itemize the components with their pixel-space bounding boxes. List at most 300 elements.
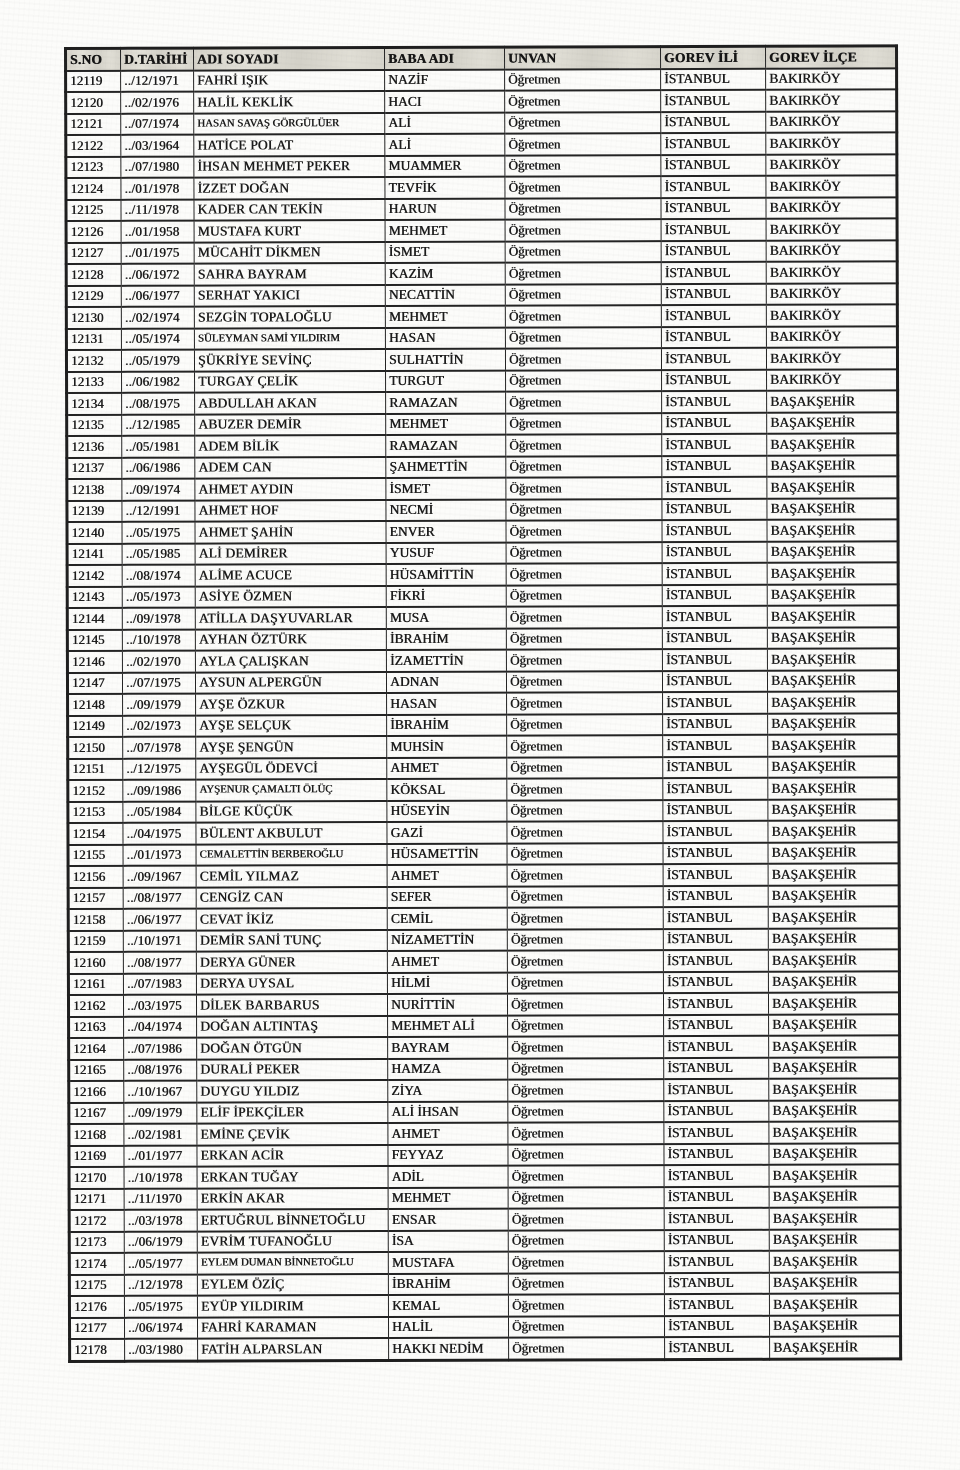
cell-dtarihi: ../07/1978 bbox=[123, 737, 196, 759]
cell-adi-soyadi: ERKAN ACİR bbox=[197, 1144, 388, 1166]
cell-gorev-ili: İSTANBUL bbox=[662, 670, 767, 692]
table-row bbox=[67, 541, 898, 565]
cell-adi-soyadi: DUYGU YILDIZ bbox=[197, 1080, 388, 1102]
cell-dtarihi: ../08/1977 bbox=[123, 887, 196, 909]
cell-gorev-ilce: BAŞAKŞEHİR bbox=[769, 1186, 900, 1208]
cell-unvan: Öğretmen bbox=[508, 1208, 664, 1230]
cell-dtarihi: ../05/1981 bbox=[122, 436, 195, 458]
table-row bbox=[66, 326, 897, 350]
cell-sno: 12129 bbox=[66, 285, 121, 307]
cell-sno: 12177 bbox=[69, 1317, 124, 1339]
cell-dtarihi: ../06/1974 bbox=[124, 1317, 197, 1339]
cell-gorev-ilce: BAŞAKŞEHİR bbox=[767, 476, 898, 498]
cell-adi-soyadi: AYHAN ÖZTÜRK bbox=[195, 628, 386, 650]
cell-sno: 12121 bbox=[66, 113, 121, 135]
cell-gorev-ilce: BAKIRKÖY bbox=[766, 304, 897, 326]
cell-unvan: Öğretmen bbox=[505, 327, 661, 349]
cell-dtarihi: ../03/1975 bbox=[123, 995, 196, 1017]
cell-baba-adi: ALİ bbox=[385, 112, 505, 134]
cell-dtarihi: ../06/1986 bbox=[122, 457, 195, 479]
cell-dtarihi: ../12/1971 bbox=[121, 70, 194, 92]
cell-baba-adi: AHMET bbox=[387, 865, 507, 887]
cell-baba-adi: BAYRAM bbox=[388, 1037, 508, 1059]
cell-unvan: Öğretmen bbox=[506, 520, 662, 542]
cell-adi-soyadi: BÜLENT AKBULUT bbox=[196, 822, 387, 844]
cell-gorev-ili: İSTANBUL bbox=[663, 971, 768, 993]
cell-unvan: Öğretmen bbox=[507, 692, 663, 714]
cell-unvan: Öğretmen bbox=[508, 1079, 664, 1101]
cell-gorev-ilce: BAKIRKÖY bbox=[766, 240, 897, 262]
table-row bbox=[69, 1250, 900, 1274]
cell-baba-adi: ENVER bbox=[386, 521, 506, 543]
cell-unvan: Öğretmen bbox=[507, 864, 663, 886]
column-header-gorev-ili: GOREV İLİ bbox=[661, 46, 766, 68]
cell-adi-soyadi: CEVAT İKİZ bbox=[196, 908, 387, 930]
cell-gorev-ilce: BAŞAKŞEHİR bbox=[768, 842, 899, 864]
table-row bbox=[68, 885, 899, 909]
cell-adi-soyadi: HASAN SAVAŞ GÖRGÜLÜER bbox=[194, 112, 385, 134]
cell-gorev-ilce: BAŞAKŞEHİR bbox=[768, 777, 899, 799]
cell-dtarihi: ../10/1971 bbox=[123, 930, 196, 952]
cell-dtarihi: ../06/1977 bbox=[123, 909, 196, 931]
cell-adi-soyadi: SEZGİN TOPALOĞLU bbox=[194, 306, 385, 328]
cell-unvan: Öğretmen bbox=[506, 477, 662, 499]
cell-gorev-ilce: BAŞAKŞEHİR bbox=[768, 713, 899, 735]
cell-dtarihi: ../05/1977 bbox=[124, 1253, 197, 1275]
cell-dtarihi: ../08/1974 bbox=[122, 565, 195, 587]
cell-gorev-ilce: BAŞAKŞEHİR bbox=[769, 1035, 900, 1057]
cell-gorev-ili: İSTANBUL bbox=[662, 498, 767, 520]
cell-unvan: Öğretmen bbox=[506, 370, 662, 392]
cell-unvan: Öğretmen bbox=[508, 1015, 664, 1037]
cell-gorev-ili: İSTANBUL bbox=[664, 1229, 769, 1251]
cell-unvan: Öğretmen bbox=[508, 1316, 664, 1338]
table-row bbox=[67, 498, 898, 522]
table-row bbox=[66, 261, 897, 285]
table-row bbox=[67, 584, 898, 608]
cell-adi-soyadi: DERYA GÜNER bbox=[196, 951, 387, 973]
cell-dtarihi: ../02/1981 bbox=[124, 1124, 197, 1146]
cell-unvan: Öğretmen bbox=[507, 800, 663, 822]
cell-sno: 12122 bbox=[66, 135, 121, 157]
cell-unvan: Öğretmen bbox=[507, 714, 663, 736]
cell-adi-soyadi: SAHRA BAYRAM bbox=[194, 263, 385, 285]
cell-gorev-ilce: BAŞAKŞEHİR bbox=[768, 906, 899, 928]
cell-sno: 12176 bbox=[69, 1296, 124, 1318]
cell-unvan: Öğretmen bbox=[507, 757, 663, 779]
cell-dtarihi: ../01/1978 bbox=[121, 178, 194, 200]
cell-gorev-ilce: BAŞAKŞEHİR bbox=[767, 498, 898, 520]
cell-baba-adi: KAZİM bbox=[385, 263, 505, 285]
cell-gorev-ilce: BAKIRKÖY bbox=[766, 218, 897, 240]
cell-gorev-ili: İSTANBUL bbox=[664, 1122, 769, 1144]
table-row bbox=[68, 777, 899, 801]
cell-adi-soyadi: AYŞE SELÇUK bbox=[196, 714, 387, 736]
cell-gorev-ilce: BAŞAKŞEHİR bbox=[769, 1164, 900, 1186]
cell-adi-soyadi: KADER CAN TEKİN bbox=[194, 198, 385, 220]
cell-adi-soyadi: MÜCAHİT DİKMEN bbox=[194, 241, 385, 263]
cell-baba-adi: ALİ İHSAN bbox=[388, 1101, 508, 1123]
table-row bbox=[66, 132, 897, 156]
cell-dtarihi: ../10/1967 bbox=[124, 1081, 197, 1103]
cell-adi-soyadi: AHMET ŞAHİN bbox=[195, 521, 386, 543]
cell-unvan: Öğretmen bbox=[505, 155, 661, 177]
cell-gorev-ili: İSTANBUL bbox=[664, 1014, 769, 1036]
cell-adi-soyadi: EMİNE ÇEVİK bbox=[197, 1123, 388, 1145]
table-row bbox=[66, 111, 897, 135]
cell-adi-soyadi: TURGAY ÇELİK bbox=[195, 370, 386, 392]
cell-unvan: Öğretmen bbox=[507, 972, 663, 994]
cell-baba-adi: ZİYA bbox=[388, 1080, 508, 1102]
cell-dtarihi: ../09/1978 bbox=[122, 608, 195, 630]
cell-baba-adi: MUSTAFA bbox=[388, 1252, 508, 1274]
table-row bbox=[69, 1078, 900, 1102]
cell-baba-adi: HALİL bbox=[388, 1316, 508, 1338]
cell-gorev-ili: İSTANBUL bbox=[665, 1337, 770, 1359]
cell-adi-soyadi: ERKAN TUĞAY bbox=[197, 1166, 388, 1188]
cell-adi-soyadi: ABDULLAH AKAN bbox=[195, 392, 386, 414]
cell-unvan: Öğretmen bbox=[506, 606, 662, 628]
cell-dtarihi: ../05/1984 bbox=[123, 801, 196, 823]
cell-sno: 12125 bbox=[66, 199, 121, 221]
cell-dtarihi: ../08/1975 bbox=[122, 393, 195, 415]
table-row bbox=[69, 1121, 900, 1145]
cell-sno: 12153 bbox=[68, 801, 123, 823]
table-row bbox=[69, 1100, 900, 1124]
cell-baba-adi: MEHMET bbox=[385, 306, 505, 328]
cell-baba-adi: ADİL bbox=[388, 1166, 508, 1188]
cell-gorev-ili: İSTANBUL bbox=[661, 197, 766, 219]
cell-sno: 12175 bbox=[69, 1274, 124, 1296]
cell-baba-adi: NİZAMETTİN bbox=[387, 929, 507, 951]
cell-sno: 12152 bbox=[68, 780, 123, 802]
cell-gorev-ili: İSTANBUL bbox=[661, 348, 766, 370]
cell-sno: 12165 bbox=[69, 1059, 124, 1081]
table-row bbox=[68, 799, 899, 823]
cell-sno: 12178 bbox=[70, 1339, 125, 1361]
cell-dtarihi: ../03/1978 bbox=[124, 1210, 197, 1232]
cell-dtarihi: ../08/1977 bbox=[123, 952, 196, 974]
cell-gorev-ilce: BAŞAKŞEHİR bbox=[768, 992, 899, 1014]
cell-dtarihi: ../02/1974 bbox=[121, 307, 194, 329]
cell-adi-soyadi: İHSAN MEHMET PEKER bbox=[194, 155, 385, 177]
table-row bbox=[67, 433, 898, 457]
cell-gorev-ili: İSTANBUL bbox=[661, 111, 766, 133]
cell-baba-adi: HÜSAMETTİN bbox=[387, 843, 507, 865]
cell-baba-adi: AHMET bbox=[387, 757, 507, 779]
cell-gorev-ilce: BAŞAKŞEHİR bbox=[769, 1207, 900, 1229]
cell-adi-soyadi: ALİ DEMİRER bbox=[195, 542, 386, 564]
table-row bbox=[66, 68, 897, 92]
cell-baba-adi: MUAMMER bbox=[385, 155, 505, 177]
cell-gorev-ili: İSTANBUL bbox=[663, 993, 768, 1015]
cell-unvan: Öğretmen bbox=[506, 456, 662, 478]
cell-gorev-ili: İSTANBUL bbox=[661, 240, 766, 262]
cell-baba-adi: GAZİ bbox=[387, 822, 507, 844]
cell-adi-soyadi: ERTUĞRUL BİNNETOĞLU bbox=[197, 1209, 388, 1231]
table-row bbox=[69, 1143, 900, 1167]
cell-gorev-ili: İSTANBUL bbox=[664, 1272, 769, 1294]
cell-gorev-ili: İSTANBUL bbox=[662, 477, 767, 499]
cell-unvan: Öğretmen bbox=[508, 1294, 664, 1316]
cell-unvan: Öğretmen bbox=[507, 886, 663, 908]
cell-unvan: Öğretmen bbox=[505, 133, 661, 155]
cell-adi-soyadi: DOĞAN ALTINTAŞ bbox=[197, 1015, 388, 1037]
cell-gorev-ili: İSTANBUL bbox=[664, 1251, 769, 1273]
table-row bbox=[67, 670, 898, 694]
cell-gorev-ili: İSTANBUL bbox=[661, 305, 766, 327]
cell-gorev-ili: İSTANBUL bbox=[664, 1100, 769, 1122]
table-row bbox=[69, 1014, 900, 1038]
cell-baba-adi: TEVFİK bbox=[385, 177, 505, 199]
column-header-sno: S.NO bbox=[66, 48, 121, 70]
table-row bbox=[67, 390, 898, 414]
cell-dtarihi: ../07/1975 bbox=[122, 672, 195, 694]
cell-baba-adi: CEMİL bbox=[387, 908, 507, 930]
cell-gorev-ilce: BAŞAKŞEHİR bbox=[768, 691, 899, 713]
table-row bbox=[68, 863, 899, 887]
cell-sno: 12173 bbox=[69, 1231, 124, 1253]
cell-gorev-ili: İSTANBUL bbox=[664, 1294, 769, 1316]
table-row bbox=[66, 304, 897, 328]
table-row bbox=[67, 605, 898, 629]
cell-baba-adi: RAMAZAN bbox=[386, 435, 506, 457]
cell-baba-adi: YUSUF bbox=[386, 542, 506, 564]
cell-gorev-ilce: BAŞAKŞEHİR bbox=[768, 756, 899, 778]
cell-unvan: Öğretmen bbox=[506, 649, 662, 671]
table-row bbox=[69, 1229, 900, 1253]
cell-gorev-ili: İSTANBUL bbox=[664, 1057, 769, 1079]
cell-sno: 12154 bbox=[68, 823, 123, 845]
cell-gorev-ili: İSTANBUL bbox=[662, 563, 767, 585]
cell-sno: 12135 bbox=[67, 414, 122, 436]
cell-gorev-ili: İSTANBUL bbox=[663, 864, 768, 886]
cell-unvan: Öğretmen bbox=[505, 284, 661, 306]
cell-baba-adi: İSMET bbox=[386, 478, 506, 500]
cell-dtarihi: ../09/1986 bbox=[123, 780, 196, 802]
cell-baba-adi: MEHMET bbox=[386, 413, 506, 435]
cell-dtarihi: ../09/1979 bbox=[123, 694, 196, 716]
cell-sno: 12146 bbox=[67, 651, 122, 673]
cell-sno: 12164 bbox=[69, 1038, 124, 1060]
cell-unvan: Öğretmen bbox=[505, 348, 661, 370]
cell-dtarihi: ../02/1970 bbox=[122, 651, 195, 673]
cell-dtarihi: ../04/1975 bbox=[123, 823, 196, 845]
personnel-roster-table bbox=[64, 44, 902, 1362]
cell-gorev-ilce: BAŞAKŞEHİR bbox=[767, 412, 898, 434]
cell-sno: 12132 bbox=[66, 350, 121, 372]
cell-sno: 12172 bbox=[69, 1210, 124, 1232]
cell-gorev-ili: İSTANBUL bbox=[663, 778, 768, 800]
cell-dtarihi: ../12/1985 bbox=[122, 414, 195, 436]
table-row bbox=[69, 1035, 900, 1059]
cell-sno: 12155 bbox=[68, 844, 123, 866]
cell-baba-adi: SEFER bbox=[387, 886, 507, 908]
cell-baba-adi: NECMİ bbox=[386, 499, 506, 521]
cell-sno: 12167 bbox=[69, 1102, 124, 1124]
cell-gorev-ilce: BAKIRKÖY bbox=[766, 68, 897, 90]
table-row bbox=[68, 713, 899, 737]
cell-unvan: Öğretmen bbox=[507, 950, 663, 972]
cell-sno: 12120 bbox=[66, 92, 121, 114]
cell-gorev-ili: İSTANBUL bbox=[663, 735, 768, 757]
cell-gorev-ilce: BAŞAKŞEHİR bbox=[767, 648, 898, 670]
cell-baba-adi: MEHMET bbox=[385, 220, 505, 242]
cell-dtarihi: ../05/1975 bbox=[124, 1296, 197, 1318]
cell-adi-soyadi: ASİYE ÖZMEN bbox=[195, 585, 386, 607]
cell-unvan: Öğretmen bbox=[506, 413, 662, 435]
cell-gorev-ili: İSTANBUL bbox=[664, 1143, 769, 1165]
cell-gorev-ilce: BAŞAKŞEHİR bbox=[768, 734, 899, 756]
table-row bbox=[68, 842, 899, 866]
cell-baba-adi: HARUN bbox=[385, 198, 505, 220]
cell-sno: 12123 bbox=[66, 156, 121, 178]
cell-gorev-ili: İSTANBUL bbox=[664, 1079, 769, 1101]
cell-gorev-ilce: BAKIRKÖY bbox=[766, 111, 897, 133]
cell-gorev-ilce: BAŞAKŞEHİR bbox=[767, 519, 898, 541]
cell-dtarihi: ../05/1974 bbox=[121, 328, 194, 350]
cell-gorev-ilce: BAŞAKŞEHİR bbox=[769, 1272, 900, 1294]
cell-gorev-ili: İSTANBUL bbox=[662, 455, 767, 477]
cell-gorev-ili: İSTANBUL bbox=[661, 133, 766, 155]
cell-baba-adi: HASAN bbox=[387, 693, 507, 715]
cell-sno: 12141 bbox=[67, 543, 122, 565]
cell-gorev-ili: İSTANBUL bbox=[663, 799, 768, 821]
cell-sno: 12157 bbox=[68, 887, 123, 909]
cell-unvan: Öğretmen bbox=[505, 69, 661, 91]
cell-gorev-ili: İSTANBUL bbox=[662, 412, 767, 434]
cell-dtarihi: ../08/1976 bbox=[124, 1059, 197, 1081]
cell-baba-adi: NAZİF bbox=[385, 69, 505, 91]
cell-adi-soyadi: AYŞEGÜL ÖDEVCİ bbox=[196, 757, 387, 779]
cell-sno: 12150 bbox=[68, 737, 123, 759]
cell-baba-adi: İBRAHİM bbox=[388, 1273, 508, 1295]
column-header-dtarihi: D.TARİHİ bbox=[121, 48, 194, 70]
cell-adi-soyadi: ŞÜKRİYE SEVİNÇ bbox=[194, 349, 385, 371]
cell-unvan: Öğretmen bbox=[506, 628, 662, 650]
cell-dtarihi: ../06/1972 bbox=[121, 264, 194, 286]
cell-adi-soyadi: ATİLLA DAŞYUVARLAR bbox=[195, 607, 386, 629]
table-row bbox=[69, 1272, 900, 1296]
cell-gorev-ili: İSTANBUL bbox=[662, 520, 767, 542]
cell-gorev-ilce: BAŞAKŞEHİR bbox=[767, 670, 898, 692]
cell-unvan: Öğretmen bbox=[505, 90, 661, 112]
cell-adi-soyadi: BİLGE KÜÇÜK bbox=[196, 800, 387, 822]
cell-dtarihi: ../05/1975 bbox=[122, 522, 195, 544]
cell-adi-soyadi: DİLEK BARBARUS bbox=[196, 994, 387, 1016]
cell-gorev-ili: İSTANBUL bbox=[662, 627, 767, 649]
cell-adi-soyadi: EVRİM TUFANOĞLU bbox=[197, 1230, 388, 1252]
cell-unvan: Öğretmen bbox=[505, 176, 661, 198]
cell-gorev-ili: İSTANBUL bbox=[663, 950, 768, 972]
table-row bbox=[67, 562, 898, 586]
cell-gorev-ili: İSTANBUL bbox=[661, 90, 766, 112]
cell-unvan: Öğretmen bbox=[505, 262, 661, 284]
cell-sno: 12161 bbox=[68, 973, 123, 995]
cell-sno: 12139 bbox=[67, 500, 122, 522]
cell-gorev-ilce: BAKIRKÖY bbox=[766, 347, 897, 369]
cell-sno: 12143 bbox=[67, 586, 122, 608]
cell-adi-soyadi: AHMET AYDIN bbox=[195, 478, 386, 500]
header-row bbox=[66, 46, 897, 71]
cell-gorev-ilce: BAŞAKŞEHİR bbox=[769, 1014, 900, 1036]
cell-sno: 12156 bbox=[68, 866, 123, 888]
table-row bbox=[69, 1293, 900, 1317]
cell-sno: 12138 bbox=[67, 479, 122, 501]
cell-gorev-ilce: BAŞAKŞEHİR bbox=[768, 885, 899, 907]
cell-adi-soyadi: SERHAT YAKICI bbox=[194, 284, 385, 306]
cell-dtarihi: ../04/1974 bbox=[124, 1016, 197, 1038]
cell-baba-adi: MEHMET bbox=[388, 1187, 508, 1209]
cell-baba-adi: NURİTTİN bbox=[387, 994, 507, 1016]
cell-gorev-ilce: BAKIRKÖY bbox=[766, 197, 897, 219]
table-row bbox=[66, 89, 897, 113]
cell-gorev-ilce: BAŞAKŞEHİR bbox=[768, 949, 899, 971]
table-row bbox=[67, 455, 898, 479]
cell-sno: 12151 bbox=[68, 758, 123, 780]
cell-gorev-ilce: BAŞAKŞEHİR bbox=[767, 562, 898, 584]
cell-adi-soyadi: CEMALETTİN BERBEROĞLU bbox=[196, 843, 387, 865]
cell-dtarihi: ../11/1978 bbox=[121, 199, 194, 221]
cell-dtarihi: ../01/1975 bbox=[121, 242, 194, 264]
cell-adi-soyadi: AHMET HOF bbox=[195, 499, 386, 521]
table-row bbox=[68, 820, 899, 844]
table-row bbox=[66, 283, 897, 307]
cell-gorev-ili: İSTANBUL bbox=[661, 262, 766, 284]
cell-dtarihi: ../03/1964 bbox=[121, 135, 194, 157]
cell-sno: 12136 bbox=[67, 436, 122, 458]
cell-adi-soyadi: FAHRİ KARAMAN bbox=[197, 1316, 388, 1338]
cell-gorev-ilce: BAKIRKÖY bbox=[766, 132, 897, 154]
cell-unvan: Öğretmen bbox=[506, 585, 662, 607]
cell-baba-adi: İSA bbox=[388, 1230, 508, 1252]
cell-baba-adi: İBRAHİM bbox=[387, 714, 507, 736]
cell-gorev-ili: İSTANBUL bbox=[663, 692, 768, 714]
cell-unvan: Öğretmen bbox=[508, 1058, 664, 1080]
cell-unvan: Öğretmen bbox=[508, 1036, 664, 1058]
cell-gorev-ilce: BAŞAKŞEHİR bbox=[768, 863, 899, 885]
cell-sno: 12166 bbox=[69, 1081, 124, 1103]
cell-unvan: Öğretmen bbox=[508, 1251, 664, 1273]
cell-gorev-ilce: BAŞAKŞEHİR bbox=[767, 541, 898, 563]
cell-dtarihi: ../01/1977 bbox=[124, 1145, 197, 1167]
cell-unvan: Öğretmen bbox=[509, 1337, 665, 1359]
table-row bbox=[66, 240, 897, 264]
cell-gorev-ilce: BAKIRKÖY bbox=[767, 369, 898, 391]
cell-baba-adi: MUHSİN bbox=[387, 736, 507, 758]
cell-gorev-ili: İSTANBUL bbox=[661, 154, 766, 176]
cell-dtarihi: ../06/1979 bbox=[124, 1231, 197, 1253]
cell-baba-adi: ALİ bbox=[385, 134, 505, 156]
cell-sno: 12163 bbox=[69, 1016, 124, 1038]
cell-sno: 12169 bbox=[69, 1145, 124, 1167]
cell-sno: 12133 bbox=[67, 371, 122, 393]
table-row bbox=[68, 906, 899, 930]
table-row bbox=[68, 928, 899, 952]
table-row bbox=[67, 648, 898, 672]
cell-adi-soyadi: DURALİ PEKER bbox=[197, 1058, 388, 1080]
table-row bbox=[66, 218, 897, 242]
table-row bbox=[69, 1057, 900, 1081]
cell-gorev-ilce: BAŞAKŞEHİR bbox=[768, 928, 899, 950]
cell-gorev-ilce: BAŞAKŞEHİR bbox=[769, 1057, 900, 1079]
cell-unvan: Öğretmen bbox=[508, 1101, 664, 1123]
cell-adi-soyadi: ADEM BİLİK bbox=[195, 435, 386, 457]
cell-sno: 12162 bbox=[68, 995, 123, 1017]
column-header-baba-adi: BABA ADI bbox=[385, 47, 505, 69]
cell-sno: 12126 bbox=[66, 221, 121, 243]
cell-gorev-ili: İSTANBUL bbox=[661, 68, 766, 90]
